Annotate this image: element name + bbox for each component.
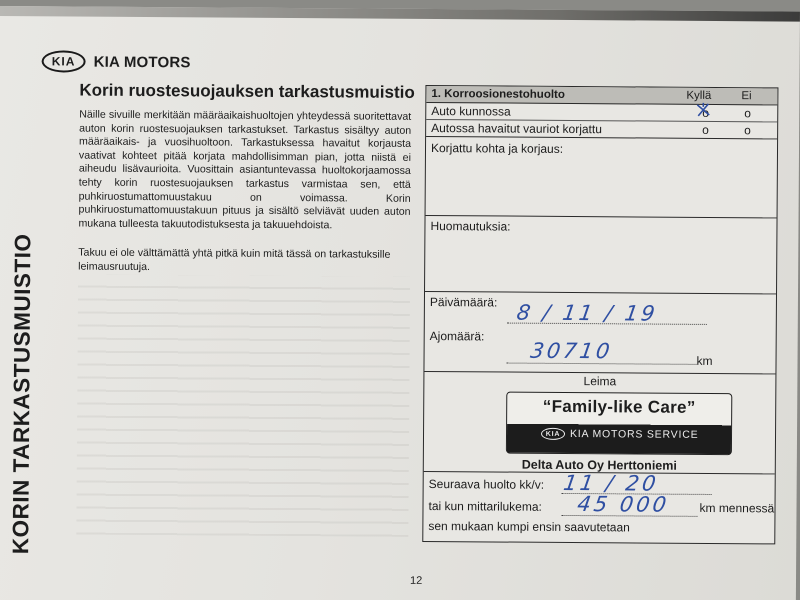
page-edge: [0, 6, 800, 22]
dealer-stamp: [506, 392, 732, 456]
mileage-label: Ajomäärä:: [429, 329, 485, 344]
stamp-section: [424, 372, 776, 474]
mileage-unit: km: [696, 353, 713, 368]
bleed-through-area: [76, 275, 410, 537]
handwritten-check-mark: [694, 101, 712, 119]
date-mileage-section: [424, 292, 776, 374]
brand-name: KIA MOTORS: [93, 53, 191, 71]
check-label: Auto kunnossa: [431, 104, 511, 119]
notes-label: Huomautuksia:: [430, 219, 511, 234]
date-value: 8 / 11 / 19: [515, 300, 660, 326]
notes-section: [425, 216, 777, 294]
stamp-dealer-name: Delta Auto Oy Herttoniemi: [521, 457, 677, 473]
stamp-service-text: [541, 428, 698, 441]
warranty-note: Takuu ei ole välttämättä yhtä pitkä kuin mitä tässä on tarkastuksille leimausruutuja.: [78, 246, 391, 273]
check-label: Autossa havaitut vauriot korjattu: [431, 121, 602, 137]
no-circle[interactable]: o: [744, 106, 752, 121]
no-circle[interactable]: o: [744, 123, 751, 138]
odometer-line: [561, 515, 697, 517]
side-title: KORIN TARKASTUSMUISTIO: [8, 233, 36, 555]
yes-circle[interactable]: o: [702, 122, 709, 137]
kia-oval-logo: KIA: [42, 50, 86, 72]
repair-label: Korjattu kohta ja korjaus:: [430, 141, 564, 156]
next-service-section: [423, 472, 774, 545]
repair-section: [426, 138, 778, 218]
page-number: 12: [409, 574, 423, 587]
intro-paragraph: Näille sivuille merkitään määräaikaishuoltojen yhteydessä suoritettavat auton korin ruostesuojauksen tarkastukset. Tarkastus sisältyy auton määräaikais- ja vuosihuoltoon. Tarkastuksessa havaitut korjausta vaativat kohteet pitää korjata mahdollisimman pian, jotta niistä ei aiheudu lisävaurioita. Vuosittain asiantuntevassa huoltokorjaamossa tehty korin ruostesuojauksen tarkastus varmistaa sen, että puhkiruostumattomuustakuu on voimassa. Korin puhkiruostumattomuustakuun pituus ja sisältö selviävät uuden auton mukana tulleesta takuutodistuksesta ja takuuehdoista.: [78, 108, 412, 232]
check-row-damages-repaired: [426, 120, 777, 139]
next-service-value: 11 / 20: [561, 470, 661, 496]
form-title: 1. Korroosionestohuolto: [431, 88, 565, 101]
page-heading: Korin ruostesuojauksen tarkastusmuistio: [79, 80, 415, 102]
odometer-unit: km mennessä: [699, 500, 775, 516]
yes-circle[interactable]: o: [702, 105, 710, 120]
inspection-form: [422, 85, 778, 544]
yes-column-header: Kyllä: [686, 89, 712, 102]
odometer-value: 45 000: [575, 492, 671, 517]
kia-logo: [42, 50, 191, 73]
no-column-header: Ei: [741, 90, 752, 103]
mileage-line: [507, 363, 697, 365]
stamp-service-label: KIA MOTORS SERVICE: [569, 427, 699, 441]
next-service-label: Seuraava huolto kk/v:: [428, 477, 545, 492]
stamp-label: Leima: [583, 374, 617, 389]
stamp-kia-logo: KIA: [541, 428, 565, 440]
stamp-slogan: “Family-like Care”: [542, 396, 696, 417]
mileage-value: 30710: [528, 338, 615, 364]
booklet-page: [0, 6, 800, 600]
odometer-label: tai kun mittarilukema:: [428, 499, 542, 514]
date-label: Päivämäärä:: [429, 295, 498, 310]
whichever-text: sen mukaan kumpi ensin saavutetaan: [428, 519, 630, 535]
